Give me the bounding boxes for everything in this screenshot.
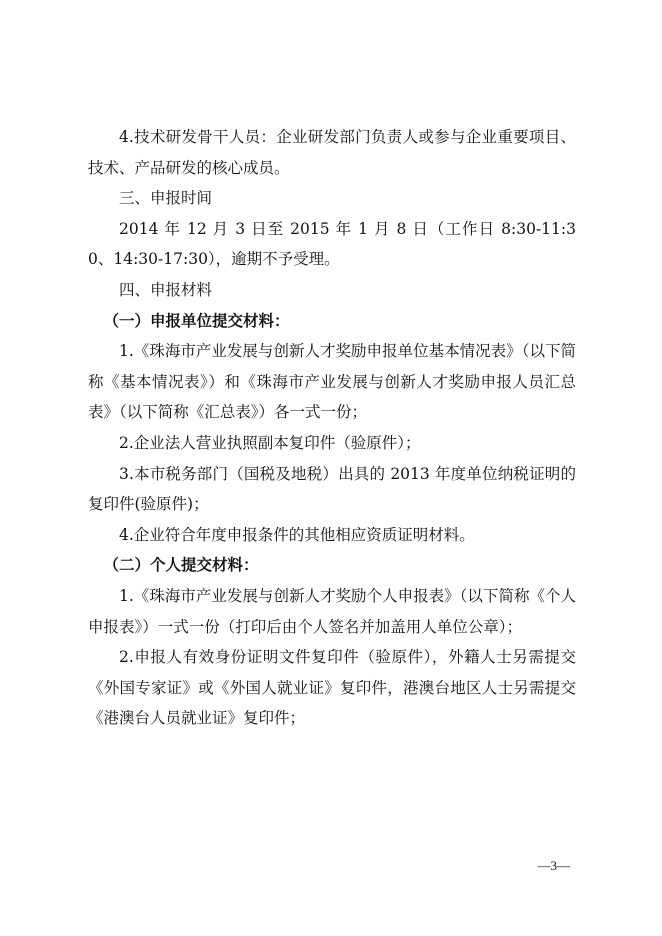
paragraph-unit-item-2: 2.企业法人营业执照副本复印件（验原件）； <box>119 433 421 452</box>
section-heading-application-time: 三、申报时间 <box>119 189 213 208</box>
document-body <box>88 122 576 734</box>
page-number: —3— <box>537 858 570 873</box>
paragraph-unit-item-3: 3.本市税务部门（国税及地税）出具的 2013 年度单位纳税证明的复印件(验原件)； <box>88 464 576 514</box>
paragraph-personal-item-2: 2.申报人有效身份证明文件复印件（验原件），外籍人士另需提交《外国专家证》或《外国人就业证》复印件，港澳台地区人士另需提交《港澳台人员就业证》复印件； <box>88 648 576 728</box>
paragraph-unit-item-4: 4.企业符合年度申报条件的其他相应资质证明材料。 <box>119 525 475 544</box>
section-heading-application-materials: 四、申报材料 <box>119 280 213 299</box>
paragraph-tech-staff: 4.技术研发骨干人员：企业研发部门负责人或参与企业重要项目、技术、产品研发的核心成员。 <box>88 128 576 177</box>
subheading-personal-materials: （二）个人提交材料： <box>103 555 259 575</box>
paragraph-personal-item-1: 1.《珠海市产业发展与创新人才奖励个人申报表》（以下简称《个人申报表》）一式一份（打印后由个人签名并加盖用人单位公章）； <box>88 586 576 636</box>
paragraph-application-time: 2014 年 12 月 3 日至 2015 年 1 月 8 日（工作日 8:30-11:30、14:30-17:30），逾期不予受理。 <box>88 219 576 269</box>
subheading-unit-materials: （一）申报单位提交材料： <box>103 310 290 330</box>
paragraph-unit-item-1: 1.《珠海市产业发展与创新人才奖励申报单位基本情况表》（以下简称《基本情况表》）和《珠海市产业发展与创新人才奖励申报人员汇总表》（以下简称《汇总表》）各一式一份； <box>88 342 576 422</box>
